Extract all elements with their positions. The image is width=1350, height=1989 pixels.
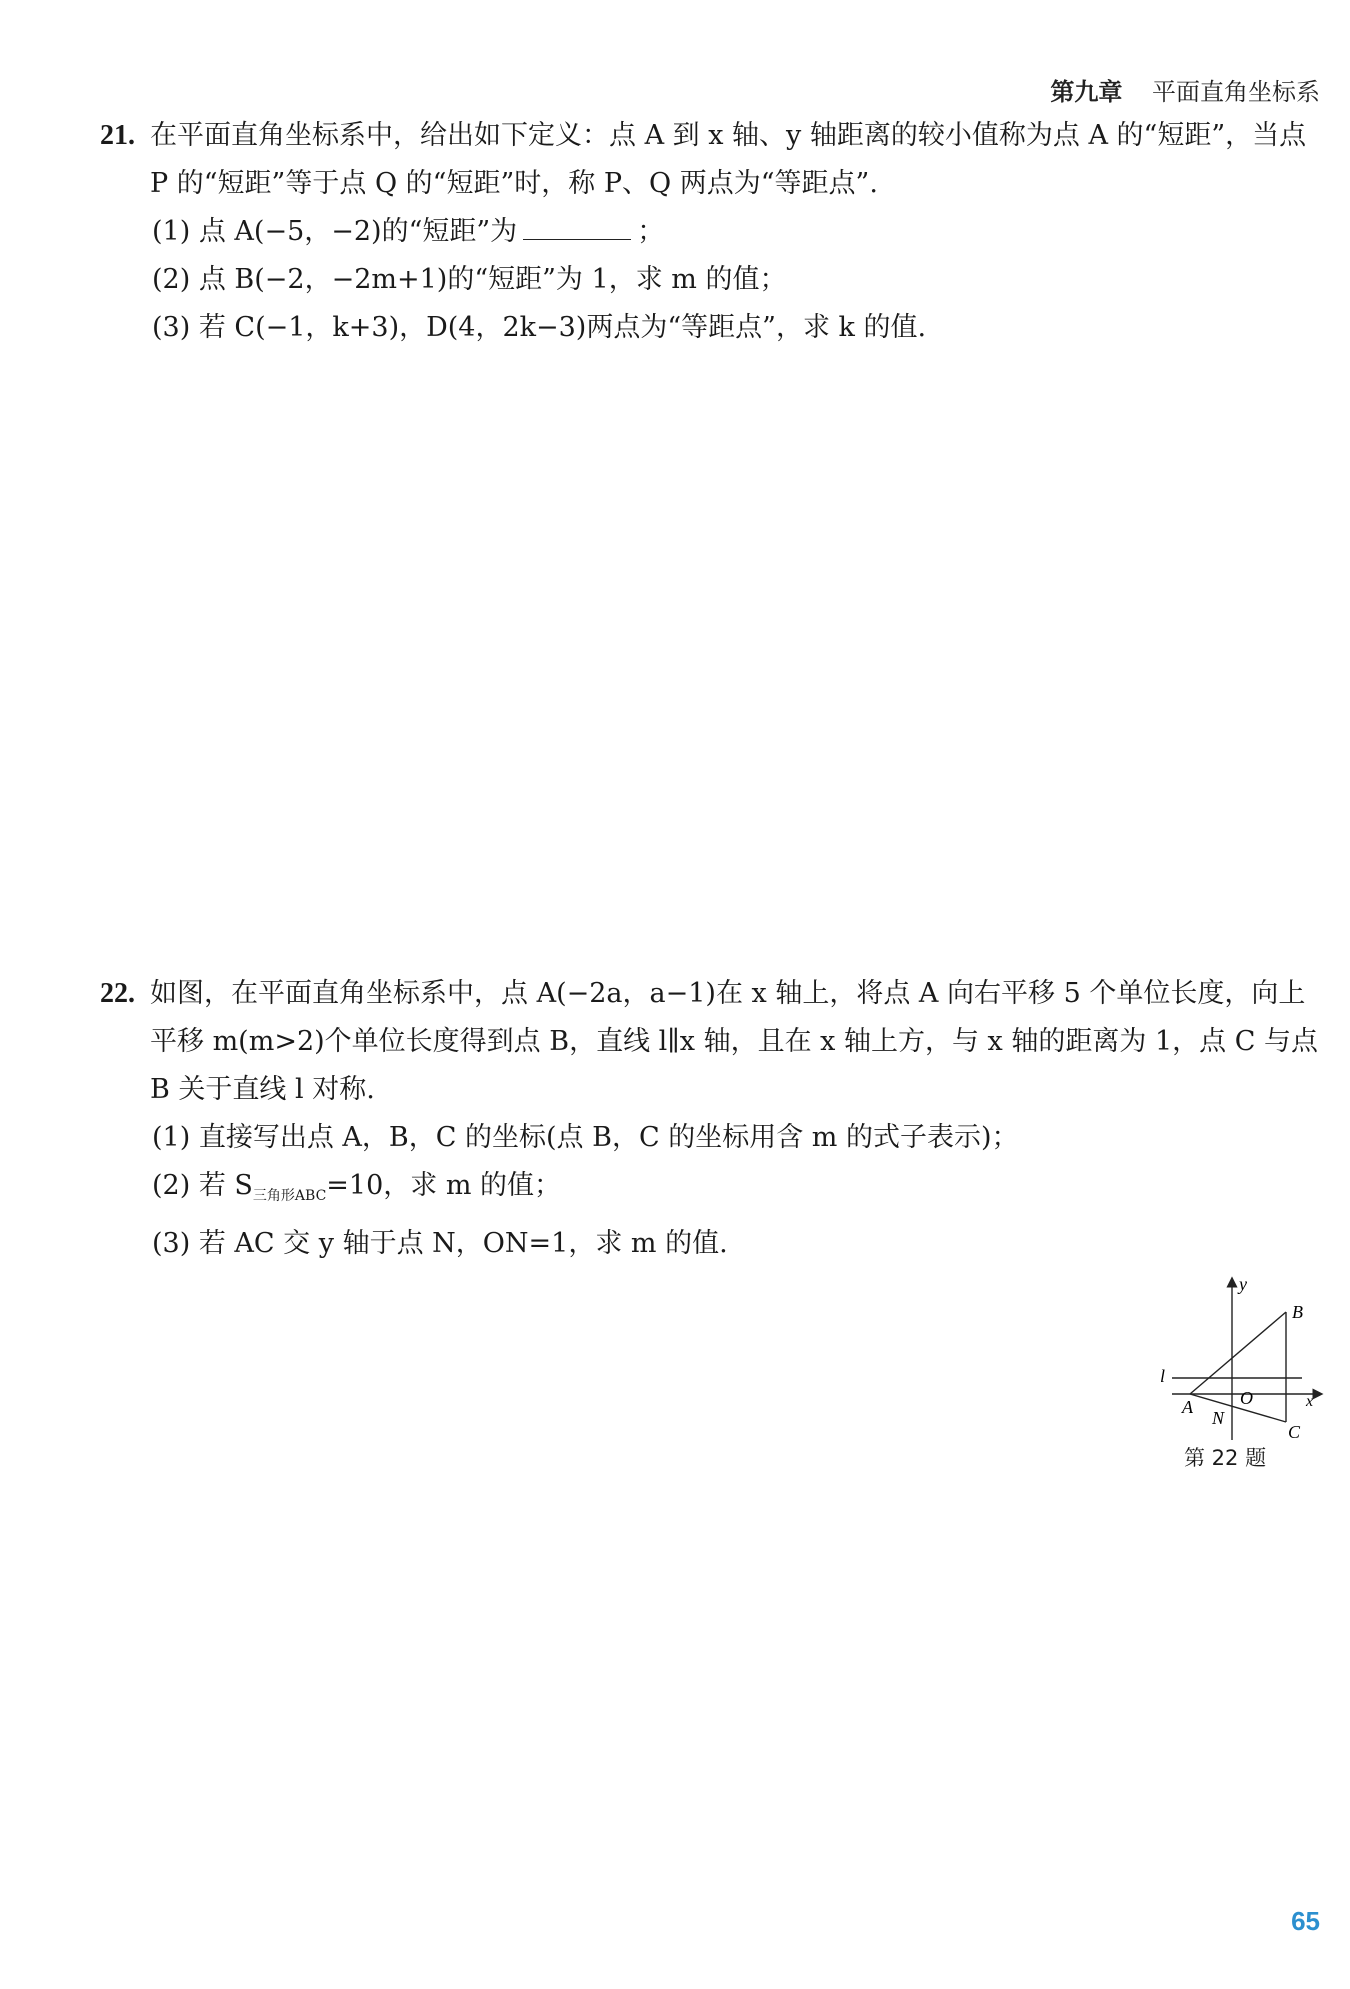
page-header bbox=[1050, 72, 1320, 107]
sub-question-1: (1) 直接写出点 A，B，C 的坐标(点 B，C 的坐标用含 m 的式子表示)； bbox=[152, 1122, 1019, 1153]
sub-question-3: (3) 若 AC 交 y 轴于点 N，ON=1，求 m 的值. bbox=[152, 1228, 728, 1259]
stem-line: B 关于直线 l 对称. bbox=[150, 1074, 375, 1105]
figure-22 bbox=[1150, 1268, 1325, 1468]
question-stem bbox=[150, 970, 1325, 1114]
sub-question-2 bbox=[152, 1162, 1325, 1220]
label-a: A bbox=[1182, 1397, 1193, 1417]
label-b: B bbox=[1292, 1302, 1303, 1322]
stem-line: P 的“短距”等于点 Q 的“短距”时，称 P、Q 两点为“等距点”. bbox=[150, 168, 878, 199]
sub-question-text: =10，求 m 的值； bbox=[326, 1170, 562, 1201]
sub-question-text: (2) 若 S bbox=[152, 1170, 253, 1201]
label-x: x bbox=[1306, 1393, 1314, 1410]
label-l: l bbox=[1160, 1366, 1166, 1386]
question-number: 21. bbox=[100, 120, 135, 151]
label-c: C bbox=[1288, 1422, 1301, 1442]
segment-ab bbox=[1190, 1312, 1286, 1394]
stem-line: 如图，在平面直角坐标系中，点 A(−2a，a−1)在 x 轴上，将点 A 向右平移 5 个单位长度，向上 bbox=[150, 978, 1306, 1009]
question-number: 22. bbox=[100, 978, 135, 1009]
segment-ac bbox=[1190, 1394, 1286, 1422]
label-o: O bbox=[1240, 1388, 1253, 1408]
label-y: y bbox=[1239, 1274, 1247, 1294]
chapter-label: 第九章 bbox=[1050, 78, 1123, 106]
stem-line: 在平面直角坐标系中，给出如下定义：点 A 到 x 轴、y 轴距离的较小值称为点 A 的“短距”，当点 bbox=[150, 120, 1307, 151]
sub-question-text: (1) 点 A(−5，−2)的“短距”为 bbox=[152, 216, 518, 247]
sub-question-text: ； bbox=[637, 216, 665, 247]
question-stem bbox=[150, 112, 1325, 208]
area-subscript: 三角形ABC bbox=[252, 1188, 327, 1204]
page-number: 65 bbox=[1291, 1906, 1320, 1936]
sub-question-1 bbox=[152, 208, 1325, 256]
sub-question-2: (2) 点 B(−2，−2m+1)的“短距”为 1，求 m 的值； bbox=[152, 264, 787, 295]
sub-question-3: (3) 若 C(−1，k+3)，D(4，2k−3)两点为“等距点”，求 k 的值. bbox=[152, 312, 927, 343]
answer-blank[interactable] bbox=[523, 209, 631, 240]
figure-caption: 第 22 题 bbox=[1184, 1446, 1267, 1470]
question-22 bbox=[100, 970, 1325, 1268]
stem-line: 平移 m(m>2)个单位长度得到点 B，直线 l∥x 轴，且在 x 轴上方，与 x 轴的距离为 1，点 C 与点 bbox=[150, 1026, 1318, 1057]
question-21 bbox=[100, 112, 1325, 352]
coordinate-diagram bbox=[1150, 1268, 1325, 1443]
chapter-title: 平面直角坐标系 bbox=[1152, 78, 1320, 106]
label-n: N bbox=[1212, 1408, 1225, 1428]
